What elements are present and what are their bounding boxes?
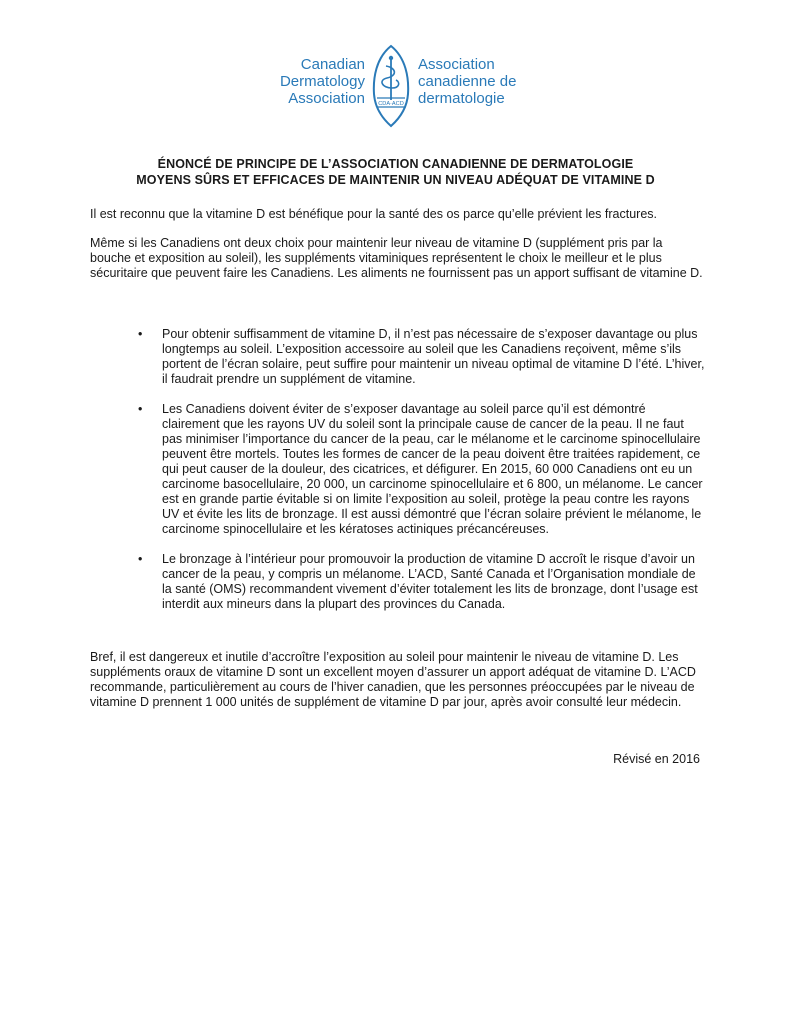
- logo-french-name: [418, 56, 516, 107]
- list-item-text: Pour obtenir suffisamment de vitamine D, il n’est pas nécessaire de s’exposer davantage ou plus longtemps au soleil. L’exposition accessoire au soleil que les Canadiens reçoivent, même s’ils portent de l’écran solaire, peut suffire pour maintenir un niveau optimal de vitamine D l’été. L’hiver, il faudrait prendre un supplément de vitamine.: [162, 327, 705, 386]
- document-title: ÉNONCÉ DE PRINCIPE DE L’ASSOCIATION CANADIENNE DE DERMATOLOGIE: [157, 157, 634, 171]
- logo-english-line: Canadian: [300, 56, 365, 73]
- cda-emblem-icon: [370, 44, 412, 128]
- logo-french-line: Association: [418, 56, 495, 73]
- logo-mark-text: CDA·ACD: [378, 101, 404, 107]
- bullet-icon: •: [138, 402, 143, 416]
- document-subtitle: MOYENS SÛRS ET EFFICACES DE MAINTENIR UN NIVEAU ADÉQUAT DE VITAMINE D: [136, 173, 655, 187]
- logo-english-line: Association: [288, 90, 365, 107]
- cda-logo: [0, 44, 791, 128]
- list-item-text: Le bronzage à l’intérieur pour promouvoir la production de vitamine D accroît le risque d’avoir un cancer de la peau, y compris un mélanome. L’ACD, Santé Canada et l’Organisation mondiale de la santé (OMS) recommandent vivement d’éviter totalement les lits de bronzage, dont l’usage est interdit aux mineurs dans la plupart des provinces du Canada.: [162, 552, 698, 611]
- list-item: [90, 552, 705, 612]
- bullet-icon: •: [138, 552, 143, 566]
- list-item: [90, 402, 705, 537]
- logo-french-line: canadienne de: [418, 73, 517, 90]
- logo-english-line: Dermatology: [279, 73, 365, 90]
- key-points-list: [90, 327, 705, 627]
- context-paragraph: Même si les Canadiens ont deux choix pour maintenir leur niveau de vitamine D (supplément pris par la bouche et exposition au soleil), les suppléments vitaminiques représentent le choix le meilleur et le plus sécuritaire que peuvent faire les Canadiens. Les aliments ne fournissent pas un apport suffisant de vitamine D.: [90, 236, 703, 280]
- logo-english-name: [280, 56, 365, 107]
- list-item: [90, 327, 705, 387]
- bullet-icon: •: [138, 327, 143, 341]
- logo-french-line: dermatologie: [418, 90, 505, 107]
- intro-paragraph: Il est reconnu que la vitamine D est bénéfique pour la santé des os parce qu’elle prévient les fractures.: [90, 207, 657, 221]
- conclusion-paragraph: Bref, il est dangereux et inutile d’accroître l’exposition au soleil pour maintenir le niveau de vitamine D. Les suppléments oraux de vitamine D sont un excellent moyen d’assurer un apport adéquat de vitamine D. L’ACD recommande, particulièrement au cours de l’hiver canadien, que les personnes préoccupées par le niveau de vitamine D prennent 1 000 unités de supplément de vitamine D par jour, après avoir consulté leur médecin.: [90, 650, 696, 709]
- list-item-text: Les Canadiens doivent éviter de s’exposer davantage au soleil parce qu’il est démontré clairement que les rayons UV du soleil sont la principale cause de cancer de la peau. Il ne faut pas minimiser l’importance du cancer de la peau, car le mélanome et le carcinome spinocellulaire peuvent être mortels. Toutes les formes de cancer de la peau doivent être traitées rapidement, ce qui peut causer de la douleur, des cicatrices, et défigurer. En 2015, 60 000 Canadiens ont eu un carcinome basocellulaire, 20 000, un carcinome spinocellulaire et 6 800, un mélanome. Le cancer est en grande partie évitable si on limite l’exposition au soleil, protège la peau contre les rayons UV et évite les lits de bronzage. Il est aussi démontré que l’écran solaire prévient le mélanome, le carcinome spinocellulaire et les kératoses actiniques précancéreuses.: [162, 402, 703, 536]
- revision-date: Révisé en 2016: [613, 752, 700, 766]
